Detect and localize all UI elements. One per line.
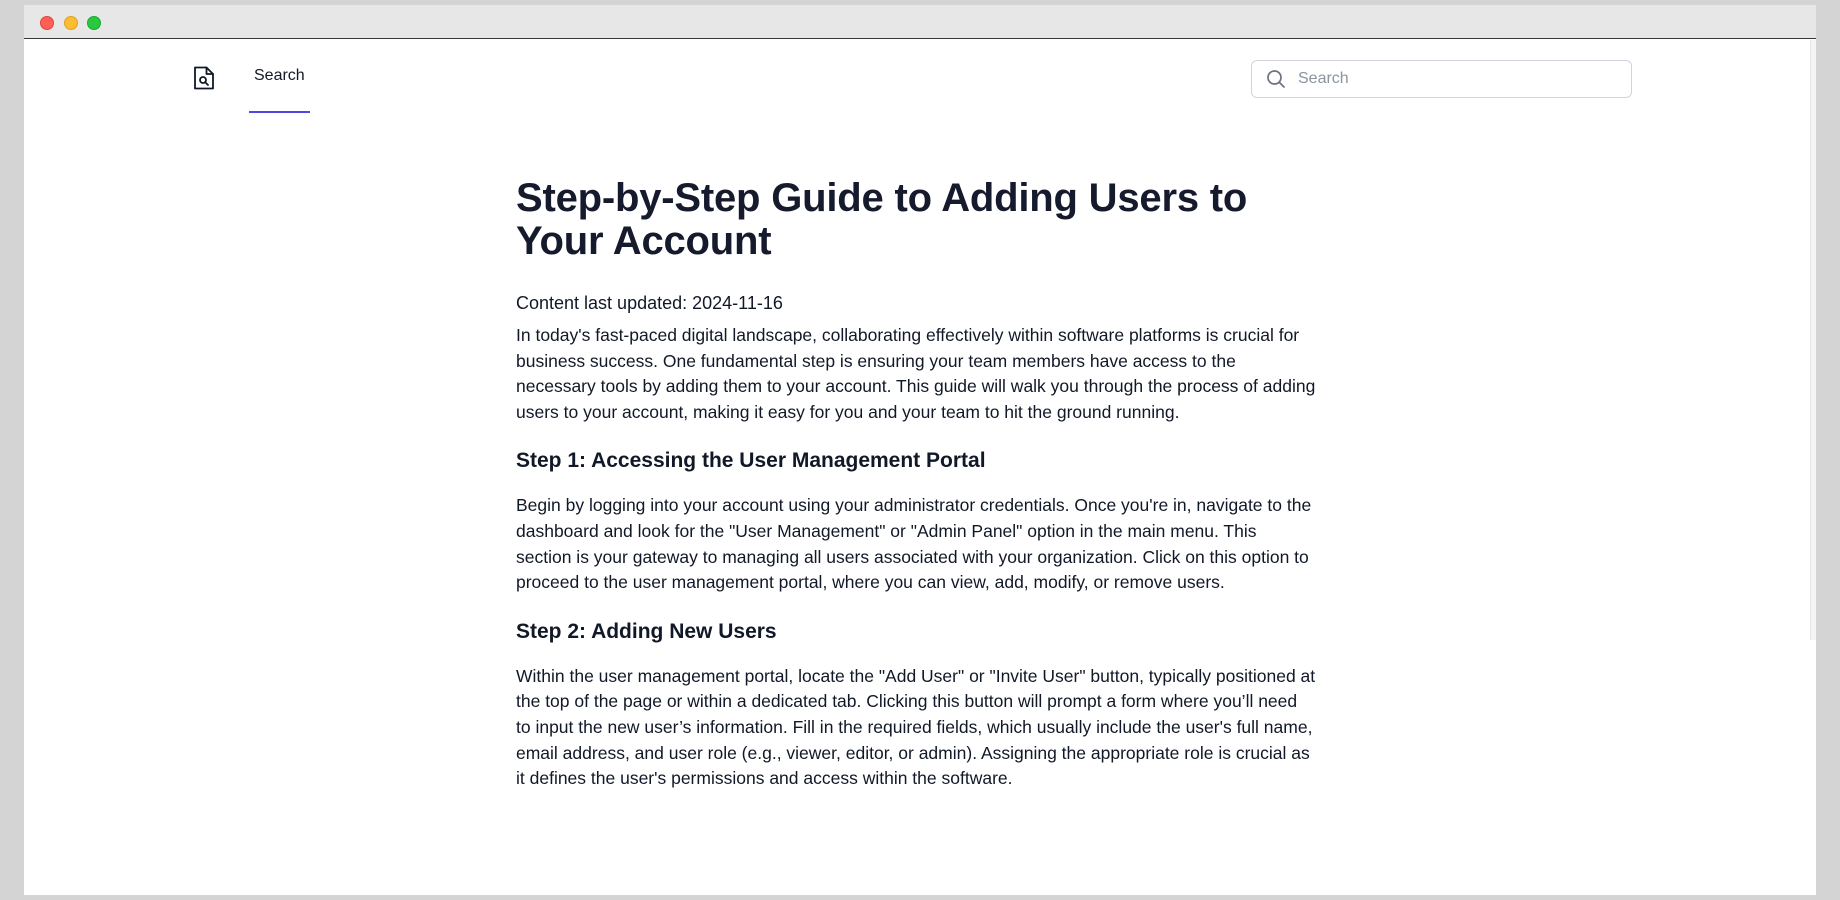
page-title: Step-by-Step Guide to Adding Users to Your Account [516,176,1248,263]
intro-paragraph: In today's fast-paced digital landscape, collaborating effectively within software platforms is crucial for business success. One fundamental step is ensuring your team members have access to the necessary tools by adding them to your account. This guide will walk you through the process of adding users to your account, making it easy for you and your team to hit the ground running. [516,325,1316,422]
window-titlebar [24,5,1816,39]
tab-search-label: Search [254,66,305,84]
page-viewport [24,40,1816,895]
close-window-button[interactable] [40,16,54,30]
section-heading-step-2: Step 2: Adding New Users [516,619,777,643]
search-input[interactable] [1298,61,1618,96]
section-body-step-2: Within the user management portal, locate the "Add User" or "Invite User" button, typically positioned at the top of the page or within a dedicated tab. Clicking this button will prompt a form where you’ll need to input the new user’s information. Fill in the required fields, which usually include the user's full name, email address, and user role (e.g., viewer, editor, or admin). Assigning the appropriate role is crucial as it defines the user's permissions and access within the software. [516,665,1316,789]
document-search-icon[interactable] [192,65,216,91]
section-heading-step-1: Step 1: Accessing the User Management Portal [516,449,986,473]
article [516,177,1316,792]
browser-window [24,5,1816,895]
tab-search[interactable] [249,40,310,113]
section-body-step-1: Begin by logging into your account using your administrator credentials. Once you're in, navigate to the dashboard and look for the "User Management" or "Admin Panel" option in the main menu. This section is your gateway to managing all users associated with your organization. Click on this option to proceed to the user management portal, where you can view, add, modify, or remove users. [516,495,1312,593]
scrollbar[interactable] [1810,40,1816,640]
search-icon [1266,69,1286,89]
search-box[interactable] [1251,60,1632,98]
last-updated: Content last updated: 2024-11-16 [516,293,783,313]
maximize-window-button[interactable] [87,16,101,30]
minimize-window-button[interactable] [64,16,78,30]
